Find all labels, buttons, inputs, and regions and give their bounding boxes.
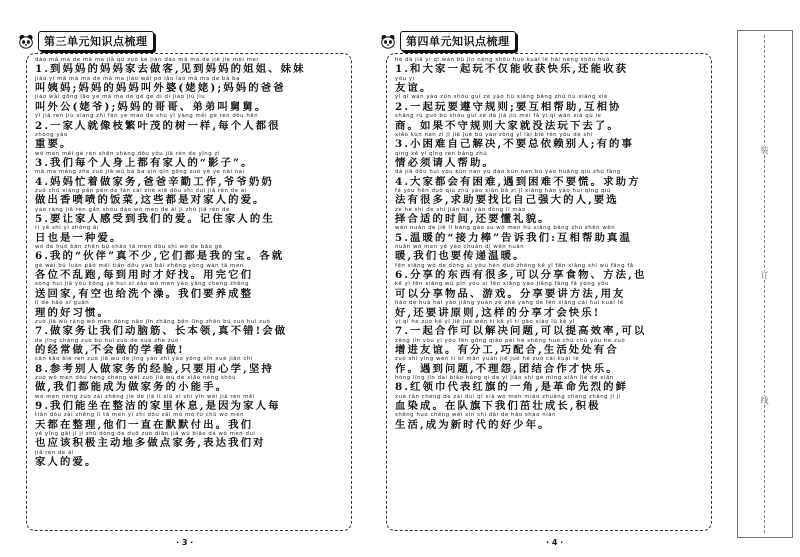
pinyin-line: yǒu yì bbox=[395, 75, 415, 82]
pinyin-line: jiào wài gōng lǎo ye mā ma de gē ge dì di jiào jiù jiu bbox=[35, 94, 206, 101]
unit-title: 第三单元知识点梳理 bbox=[38, 31, 154, 51]
text-line bbox=[395, 263, 704, 282]
text-line bbox=[35, 188, 344, 207]
hanzi-line: 暖,我们也要传递温暖。 bbox=[395, 250, 526, 263]
hanzi-line: 友谊。 bbox=[395, 82, 433, 95]
panda-icon bbox=[380, 34, 396, 49]
pinyin-line: dà jiā dōu huì yǒu kùn nan yù dào kùn nan bú yào huāng qiú zhù fāng bbox=[395, 169, 621, 176]
pinyin-line: de jīng cháng zuò bú huì zuò de xué zhe zuò bbox=[35, 337, 179, 344]
pinyin-line: kě yǐ fēn xiǎng wù pǐn yóu xì fēn xiǎng yào jiǎng fāng fǎ yòng yǒu bbox=[395, 281, 610, 288]
hanzi-line: 理的好习惯。 bbox=[35, 306, 110, 319]
hanzi-line: 8.红领巾代表红旗的一角,是革命先烈的鲜 bbox=[395, 381, 629, 394]
pinyin-line: jiā rén de ài bbox=[35, 449, 74, 456]
text-line bbox=[395, 300, 704, 319]
hanzi-line: 情必须请人帮助。 bbox=[395, 156, 495, 169]
text-line bbox=[35, 375, 344, 394]
hanzi-line: 送回家,有空也给洗个澡。我们要养成整 bbox=[35, 287, 254, 300]
text-line bbox=[35, 338, 344, 357]
pinyin-line: wǒ men měi gè rén shēn shàng dōu yǒu jiā rén de yǐng zi bbox=[35, 150, 220, 157]
knowledge-box bbox=[26, 53, 352, 531]
text-line bbox=[35, 319, 344, 338]
text-line bbox=[395, 412, 704, 431]
hanzi-line: 3.我们每个人身上都有家人的“影子”。 bbox=[35, 156, 254, 169]
hanzi-line: 商。如果不守规则大家就没法玩下去了。 bbox=[395, 119, 620, 132]
text-line bbox=[35, 356, 344, 375]
text-line bbox=[395, 188, 704, 207]
left-page bbox=[0, 0, 368, 557]
pinyin-line: zhòng yào bbox=[35, 131, 68, 138]
hanzi-line: 7.一起合作可以解决问题,可以提高效率,可以 bbox=[395, 325, 647, 338]
text-line bbox=[35, 132, 344, 151]
pinyin-line: nuǎn wǒ men yě yào chuán dì wēn nuǎn bbox=[395, 244, 525, 251]
binding-dashed-line bbox=[764, 35, 765, 533]
pinyin-line: shāng rú guǒ bù shǒu guī zé dà jiā jiù méi fǎ yì qǐ wán xià qù le bbox=[395, 113, 602, 120]
unit-title: 第四单元知识点梳理 bbox=[400, 31, 516, 51]
hanzi-line: 9.我们能坐在整洁的家里休息,是因为家人每 bbox=[35, 400, 281, 413]
hanzi-line: 做,我们都能成为做家务的小能手。 bbox=[35, 381, 229, 394]
hanzi-line: 家人的爱。 bbox=[35, 456, 98, 469]
text-line bbox=[35, 450, 344, 469]
pinyin-line: hǎo de huà hái yào jiǎng yuán zé zhè yàng de fēn xiǎng cái huì kuài lè bbox=[395, 300, 624, 307]
text-line bbox=[395, 244, 704, 263]
hanzi-line: 叫外公(姥爷);妈妈的哥哥、弟弟叫舅舅。 bbox=[35, 100, 268, 113]
pinyin-line: zé hé shì de shí jiān hái yào dǒng lǐ mào bbox=[395, 206, 526, 213]
hanzi-line: 法有很多,求助要找比自己强大的人,要选 bbox=[395, 194, 619, 207]
pinyin-line: jiào yí mā mā ma de mā ma jiào wài pó lǎo lao mā ma de bà ba bbox=[35, 75, 240, 82]
hanzi-line: 做出香喷喷的饭菜,这些都是对家人的爱。 bbox=[35, 194, 266, 207]
text-line bbox=[35, 263, 344, 282]
hanzi-line: 作。遇到问题,不理怨,团结合作才快乐。 bbox=[395, 362, 619, 375]
hanzi-line: 7.做家务让我们动脑筋、长本领,真不错!会做 bbox=[35, 325, 288, 338]
panda-icon bbox=[18, 34, 34, 49]
hanzi-line: 生活,成为新时代的好少年。 bbox=[395, 418, 551, 431]
hanzi-line: 可以分享物品、游戏。分享要讲方法,用友 bbox=[395, 287, 626, 300]
text-line bbox=[35, 151, 344, 170]
pinyin-line: hóng lǐng jīn dài biǎo hóng qí de yì jiǎo shì gé mìng xiān liè de xiān bbox=[395, 374, 614, 381]
pinyin-line: yì qǐ wán yào zūn shǒu guī zé yào hù xiāng bāng zhù hù xiāng xié bbox=[395, 94, 608, 101]
text-line bbox=[395, 169, 704, 188]
hanzi-line: 6.分享的东西有很多,可以分享食物、方法,也 bbox=[395, 269, 647, 282]
hanzi-line: 好,还要讲原则,这样的分享才会快乐! bbox=[395, 306, 601, 319]
pinyin-line: lǐ de hǎo xí guàn bbox=[35, 300, 90, 307]
pinyin-line: dào mā ma de mā ma jiā qù zuò kè jiàn dào mā ma de jiě jie mèi mei bbox=[35, 57, 259, 63]
text-line bbox=[395, 207, 704, 226]
pinyin-line: zēng jìn yǒu yì yǒu fēn gōng qiǎo pèi hé shēng huó chù chù yǒu hé zuò bbox=[395, 337, 626, 344]
text-line bbox=[35, 169, 344, 188]
hanzi-line: 重要。 bbox=[35, 138, 73, 151]
pinyin-line: wǒ de huǒ bàn zhēn bú shǎo tā men dōu shì wǒ de bǎo gè bbox=[35, 244, 223, 251]
hanzi-line: 1.和大家一起玩不仅能收获快乐,还能收获 bbox=[395, 63, 629, 76]
hanzi-line: 叫姨妈;妈妈的妈妈叫外婆(姥姥);妈妈的爸爸 bbox=[35, 82, 286, 95]
pinyin-line: gè wèi bú luàn pǎo měi tiān dōu yào bǎi zhěng yòng wán tā men bbox=[35, 262, 244, 269]
hanzi-line: 日也是一种爱。 bbox=[35, 231, 123, 244]
pinyin-line: zuò shì yìng wèn tí bǐ mǎn yuán jiě jué hé zuò cái kuài lè bbox=[395, 356, 580, 363]
pinyin-line: zuò wǒ men dōu néng chéng wéi zuò jiā wù de xiǎo néng shǒu bbox=[35, 374, 237, 381]
pinyin-line: xiǎo kùn nan zì jǐ jiě jué bú yào zǒng yī lài bié rén yǒu de shì bbox=[395, 131, 593, 138]
text-line bbox=[35, 431, 344, 450]
hanzi-line: 4.妈妈忙着做家务,爸爸辛勤工作,爷爷奶奶 bbox=[35, 175, 274, 188]
text-line bbox=[35, 207, 344, 226]
pinyin-line: fēn xiǎng wǒ de dōng xi yǒu hěn duō zhǒng kě yǐ fēn xiǎng shí wù fāng fǎ bbox=[395, 262, 634, 269]
text-line bbox=[395, 375, 704, 394]
text-line bbox=[35, 76, 344, 95]
pinyin-line: zuò jiā wù ràng wǒ men dòng nǎo jīn zhǎng běn lǐng zhēn bú cuò huì zuò bbox=[35, 318, 271, 325]
text-line bbox=[395, 356, 704, 375]
pinyin-line: xuè rǎn chéng de zài duì qí xià wǒ men miáo zhuàng chéng zhǎng jī jí bbox=[395, 393, 621, 400]
page-number: · 3 · bbox=[176, 538, 194, 547]
text-line bbox=[35, 394, 344, 413]
unit-header bbox=[18, 31, 154, 51]
pinyin-line: rì yě shì yì zhǒng ài bbox=[35, 225, 99, 232]
hanzi-line: 择合适的时间,还要懂礼貌。 bbox=[395, 213, 551, 226]
binding-word: 订 bbox=[760, 271, 769, 280]
pinyin-line: yī jiā rén jiù xiàng zhī fán yè mào de shù yī yàng měi gè rén dōu hěn bbox=[35, 113, 259, 120]
text-line bbox=[35, 244, 344, 263]
pinyin-line: cān kǎo bié rén zuò jiā wù de jīng yàn zhī yào yǒng xīn xué jiān chí bbox=[35, 356, 253, 363]
pinyin-line: wǒ men néng zuò zài zhěng jié de jiā lǐ xiū xi shì yīn wèi jiā rén měi bbox=[35, 393, 255, 400]
binding-word: 装 bbox=[760, 146, 769, 155]
hanzi-line: 各位不乱跑,每到用时才好找。用完它们 bbox=[35, 269, 254, 282]
text-line bbox=[395, 132, 704, 151]
text-line bbox=[395, 113, 704, 132]
text-line bbox=[395, 338, 704, 357]
text-line bbox=[395, 225, 704, 244]
text-line bbox=[395, 151, 704, 170]
pinyin-line: yào ràng jiā rén gǎn shòu dào wǒ men de ài jì zhù jiā rén de bbox=[35, 206, 230, 213]
hanzi-line: 2.一家人就像枝繁叶茂的树一样,每个人都很 bbox=[35, 119, 281, 132]
hanzi-line: 天都在整理,他们一直在默默付出。我们 bbox=[35, 418, 254, 431]
text-line bbox=[395, 94, 704, 113]
text-line bbox=[35, 300, 344, 319]
pinyin-line: fǎ yǒu hěn duō qiú zhù yào xiān bǎ zì jǐ xiǎng hǎo yào huì qǐng qiú bbox=[395, 187, 611, 194]
hanzi-line: 5.要让家人感受到我们的爱。记住家人的生 bbox=[35, 213, 275, 226]
text-line bbox=[395, 57, 704, 76]
hanzi-line: 1.到妈妈的妈妈家去做客,见到妈妈的姐姐、妹妹 bbox=[35, 63, 306, 76]
text-line bbox=[35, 412, 344, 431]
hanzi-line: 8.参考别人做家务的经验,只要用心学,坚持 bbox=[35, 362, 274, 375]
text-line bbox=[35, 94, 344, 113]
pinyin-line: mā ma máng zhe zuò jiā wù bà ba xǐn qín gōng zuò yé ye nǎi nai bbox=[35, 169, 245, 176]
hanzi-line: 4.大家都会有困难,遇到困难不要慌。求助方 bbox=[395, 175, 641, 188]
text-line bbox=[35, 113, 344, 132]
knowledge-box bbox=[386, 53, 712, 531]
pinyin-line: sòng huí jiā yǒu kōng yě huì xǐ zǎo wǒ men yào yǎng chéng zhěng bbox=[35, 281, 250, 288]
hanzi-line: 增进友谊。有分工,巧配合,生活处处有合 bbox=[395, 343, 619, 356]
hanzi-line: 3.小困难自己解决,不要总依赖别人;有的事 bbox=[395, 138, 635, 151]
pinyin-line: wēn nuǎn de jiē lì bàng gào su wǒ men hù xiāng bāng zhù zhēn wēn bbox=[395, 225, 616, 232]
hanzi-line: 的经常做,不会做的学着做! bbox=[35, 343, 185, 356]
pinyin-line: shēng huó chéng wéi xīn shí dài de hǎo shào nián bbox=[395, 412, 557, 419]
unit-header bbox=[380, 31, 516, 51]
pinyin-line: yě yīng gāi jī jí zhǔ dòng de duō zuò diǎn jiā wù biǎo dá wǒ men duì bbox=[35, 431, 256, 438]
hanzi-line: 2.一起玩要遵守规则;要互相帮助,互相协 bbox=[395, 100, 622, 113]
hanzi-line: 也应该积极主动地多做点家务,表达我们对 bbox=[35, 437, 266, 450]
pinyin-line: zuò chū xiāng pēn pēn de fàn cài zhè xiē dōu shì duì jiā rén de ài bbox=[35, 187, 247, 194]
text-line bbox=[395, 394, 704, 413]
text-line bbox=[395, 76, 704, 95]
text-line bbox=[395, 319, 704, 338]
right-page bbox=[376, 0, 718, 557]
pinyin-line: qíng kě yǐ qǐng rén bāng zhù bbox=[395, 150, 488, 157]
hanzi-line: 5.温暖的“接力棒”告诉我们:互相帮助真温 bbox=[395, 231, 632, 244]
pinyin-line: yì qǐ hé zuò kě yǐ jiě jué wèn tí kě yǐ tí gāo xiào lǜ kě yǐ bbox=[395, 318, 575, 325]
hanzi-line: 6.我的“伙伴”真不少,它们都是我的宝。各就 bbox=[35, 250, 285, 263]
binding-margin bbox=[737, 30, 793, 538]
pinyin-line: hé dà jiā yì qǐ wán bù jǐn néng shōu huò kuài lè hái néng shōu huò bbox=[395, 57, 610, 63]
pinyin-line: tiān dōu zài zhěng lǐ tā men yì zhí dōu zài mò mò fù chū wǒ men bbox=[35, 412, 245, 419]
text-line bbox=[35, 63, 344, 75]
binding-word: 线 bbox=[760, 396, 769, 405]
page-number: · 4 · bbox=[546, 538, 564, 547]
text-line bbox=[35, 225, 344, 244]
hanzi-line: 血染成。在队旗下我们茁壮成长,积极 bbox=[395, 400, 601, 413]
text-line bbox=[395, 281, 704, 300]
text-line bbox=[35, 281, 344, 300]
